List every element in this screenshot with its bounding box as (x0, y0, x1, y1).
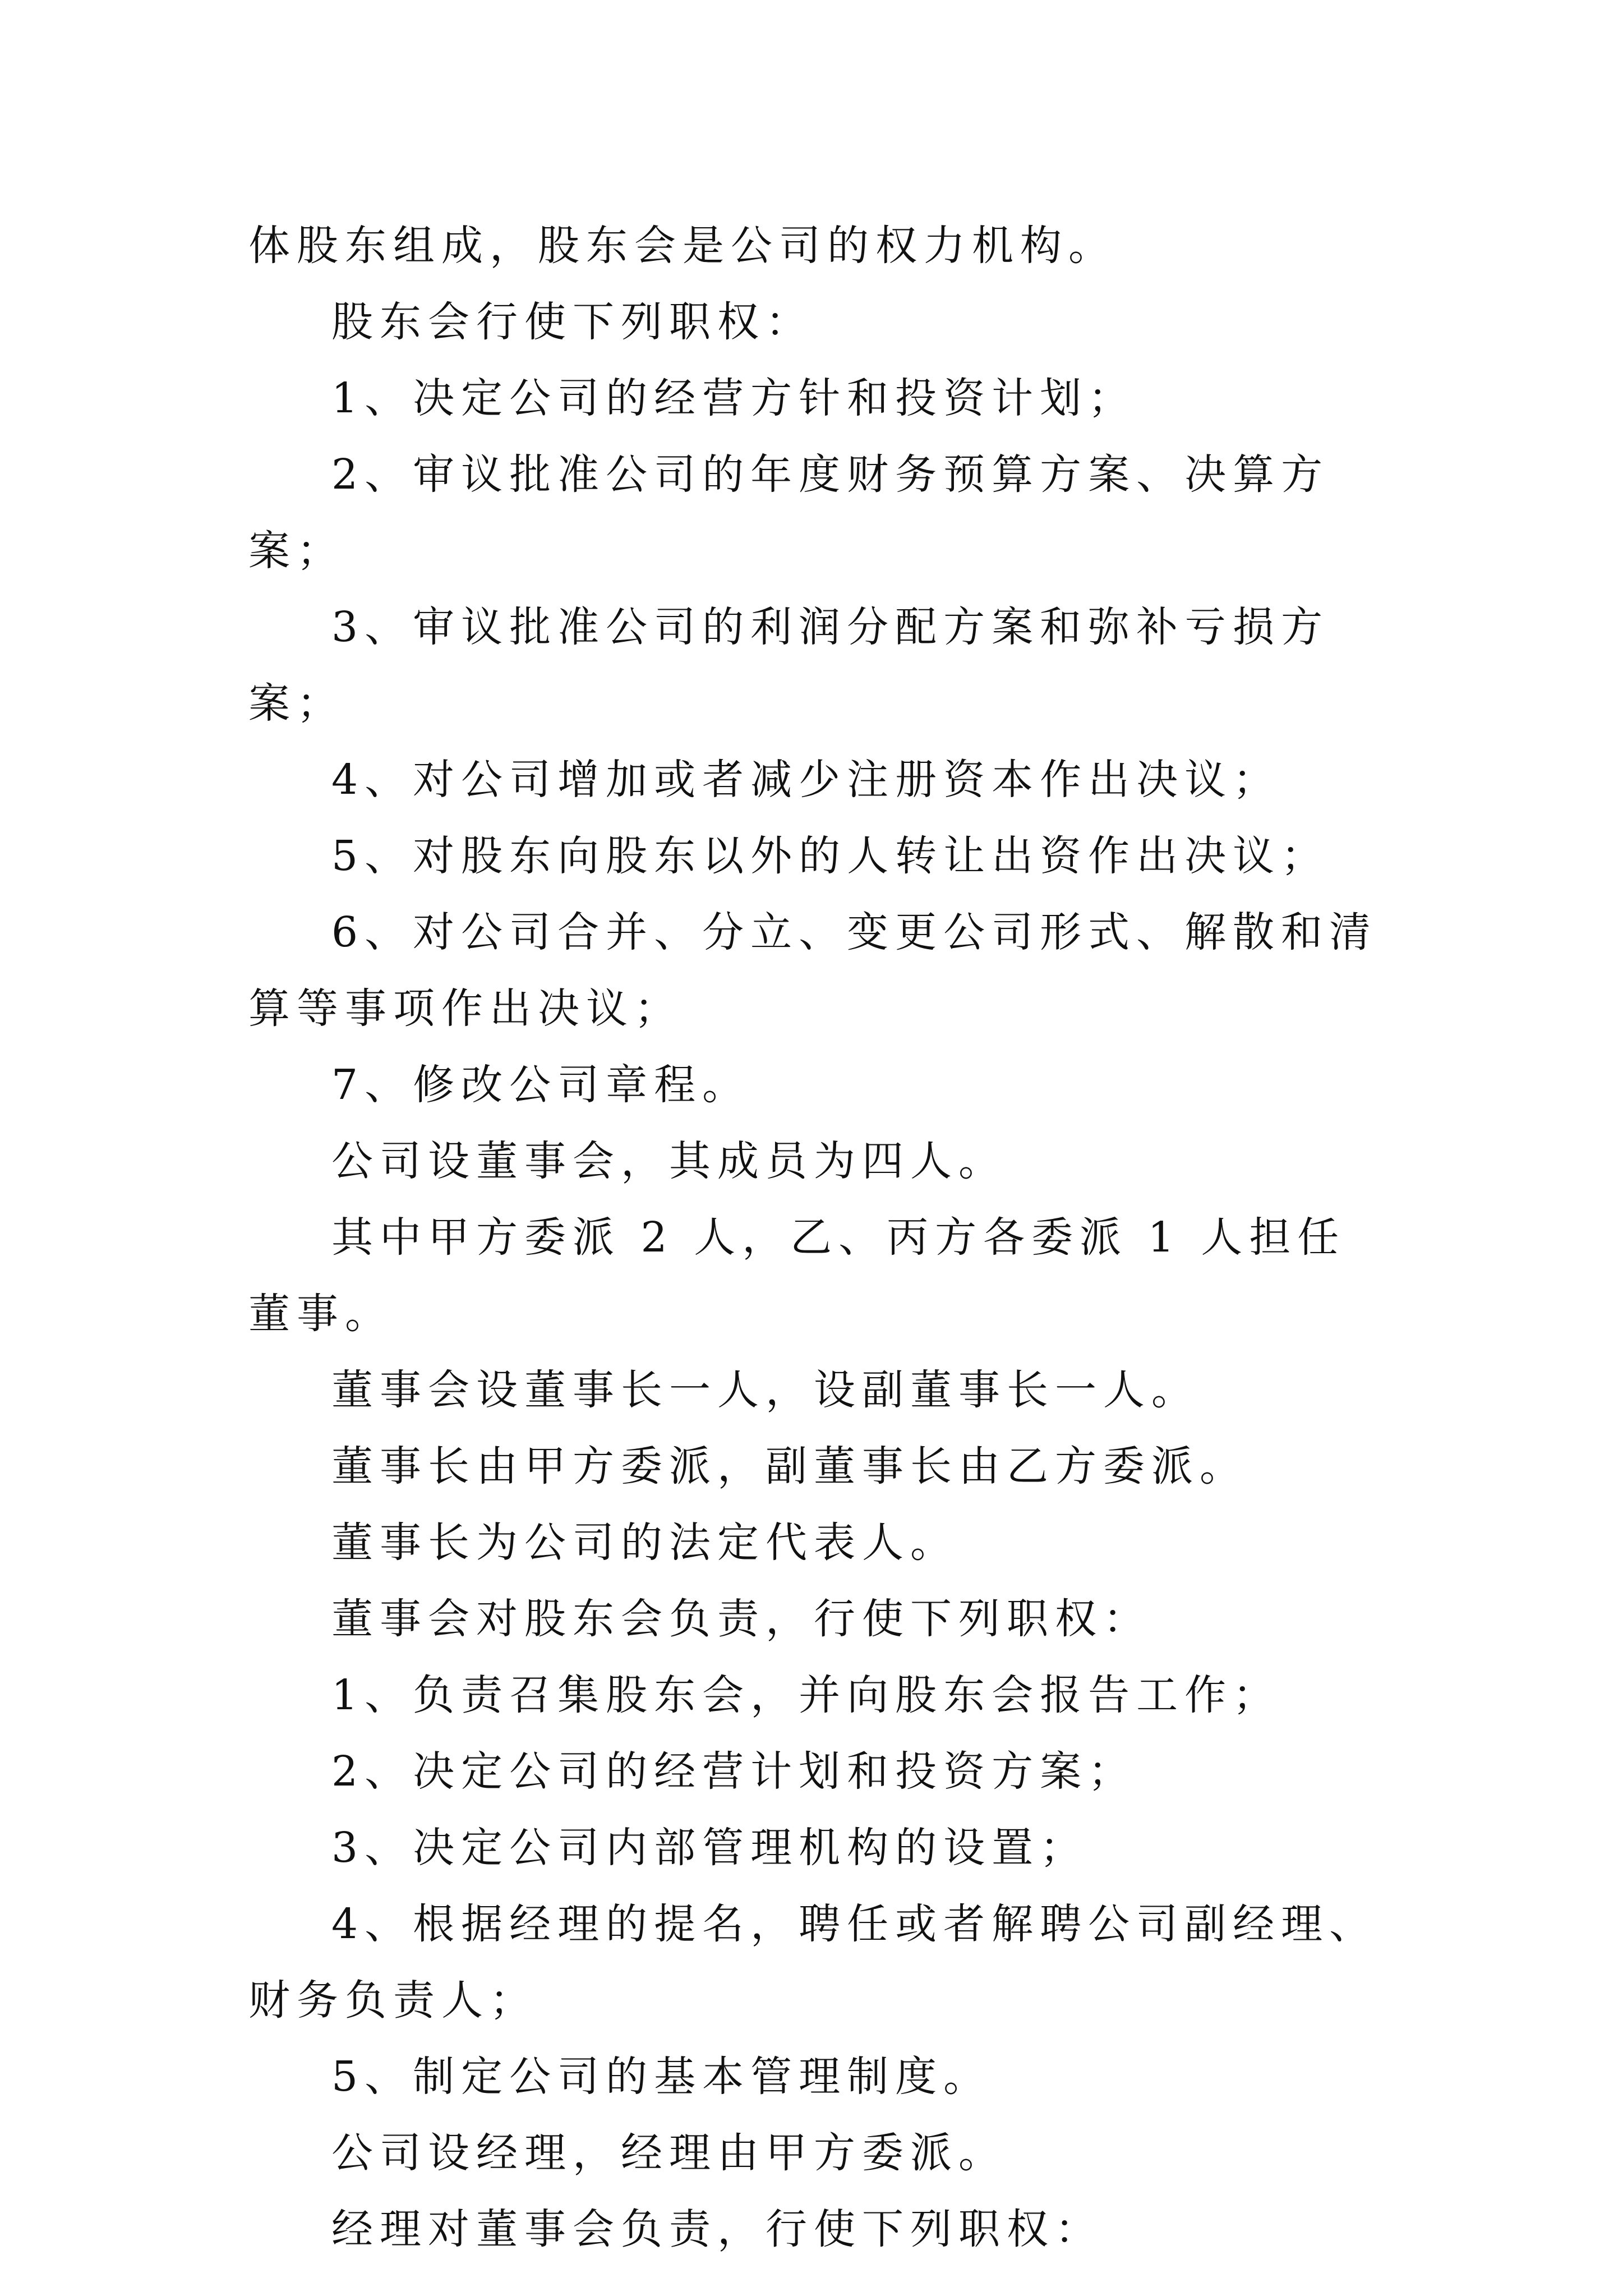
list-item: 3、审议批准公司的利润分配方案和弥补亏损方案； (248, 603, 1330, 728)
paragraph: 其中甲方委派 2 人，乙、丙方各委派 1 人担任董事。 (248, 1213, 1346, 1338)
list-item: 3、决定公司内部管理机构的设置； (331, 1824, 1089, 1872)
paragraph: 公司设经理，经理由甲方委派。 (331, 2129, 1007, 2177)
list-item: 1、负责召集股东会，并向股东会报告工作； (331, 1671, 1281, 1719)
list-item: 6、对公司合并、分立、变更公司形式、解散和清算等事项作出决议； (248, 908, 1378, 1033)
document-body (248, 208, 1393, 2267)
list-item: 1、决定公司的经营方针和投资计划； (331, 374, 1137, 422)
paragraph: 董事长为公司的法定代表人。 (331, 1519, 958, 1567)
list-item: 7、修改公司章程。 (331, 1061, 751, 1109)
list-item: 2、审议批准公司的年度财务预算方案、决算方案； (248, 450, 1330, 575)
paragraph: 体股东组成，股东会是公司的权力机构。 (248, 222, 1117, 270)
list-item: 4、根据经理的提名，聘任或者解聘公司副经理、财务负责人； (248, 1900, 1378, 2024)
list-item: 5、对股东向股东以外的人转让出资作出决议； (331, 832, 1330, 880)
list-item: 4、对公司增加或者减少注册资本作出决议； (331, 756, 1281, 804)
paragraph: 董事会设董事长一人，设副董事长一人。 (331, 1366, 1200, 1414)
list-item: 2、决定公司的经营计划和投资方案； (331, 1747, 1137, 1796)
paragraph: 股东会行使下列职权： (331, 298, 814, 346)
paragraph: 董事会对股东会负责，行使下列职权： (331, 1595, 1151, 1643)
paragraph: 公司设董事会，其成员为四人。 (331, 1137, 1007, 1185)
paragraph: 董事长由甲方委派，副董事长由乙方委派。 (331, 1442, 1248, 1490)
paragraph: 经理对董事会负责，行使下列职权： (331, 2205, 1103, 2253)
list-item: 5、制定公司的基本管理制度。 (331, 2053, 992, 2101)
